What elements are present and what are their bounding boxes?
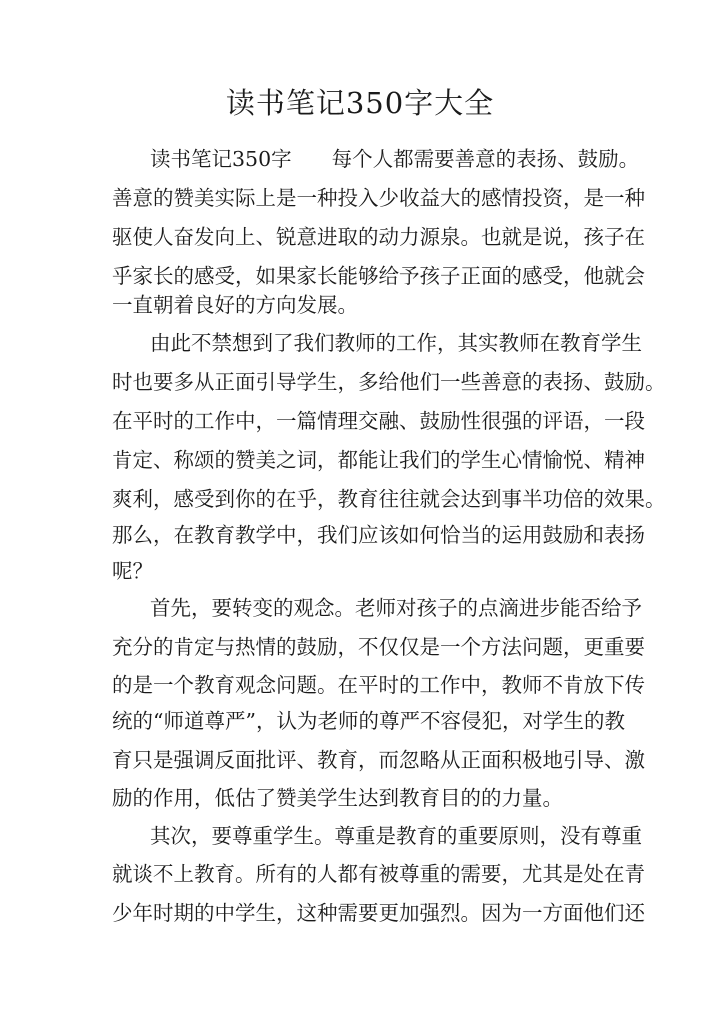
paragraph-line-7: 时也要多从正面引导学生，多给他们一些善意的表扬、鼓励。 (112, 370, 666, 394)
paragraph-line-20: 就谈不上教育。所有的人都有被尊重的需要，尤其是处在青 (112, 862, 645, 886)
paragraph-line-16: 统的“师道尊严”，认为老师的尊严不容侵犯，对学生的教 (112, 709, 625, 733)
paragraph-line-10: 爽利，感受到你的在乎，教育往往就会达到事半功倍的效果。 (112, 487, 666, 511)
paragraph-line-8: 在平时的工作中，一篇情理交融、鼓励性很强的评语，一段 (112, 409, 645, 433)
paragraph-line-12: 呢？ (112, 559, 153, 583)
intro-heading: 读书笔记350字 (150, 147, 292, 171)
paragraph-line-18: 励的作用，低估了赞美学生达到教育目的的力量。 (112, 786, 563, 810)
paragraph-line-11: 那么，在教育教学中，我们应该如何恰当的运用鼓励和表扬 (112, 523, 645, 547)
paragraph-line-13: 首先，要转变的观念。老师对孩子的点滴进步能否给予 (150, 596, 642, 620)
paragraph-line-15: 的是一个教育观念问题。在平时的工作中，教师不肯放下传 (112, 673, 645, 697)
intro-sentence: 每个人都需要善意的表扬、鼓励。 (331, 147, 640, 171)
paragraph-line-19: 其次，要尊重学生。尊重是教育的重要原则，没有尊重 (150, 824, 642, 848)
paragraph-line-5: 一直朝着良好的方向发展。 (112, 293, 358, 317)
paragraph-line-6: 由此不禁想到了我们教师的工作，其实教师在教育学生 (150, 331, 642, 355)
paragraph-line-4: 乎家长的感受，如果家长能够给予孩子正面的感受，他就会 (112, 264, 645, 288)
document-title: 读书笔记350字大全 (225, 86, 495, 120)
paragraph-line-2: 善意的赞美实际上是一种投入少收益大的感情投资，是一种 (112, 186, 645, 210)
paragraph-line-14: 充分的肯定与热情的鼓励，不仅仅是一个方法问题，更重要 (112, 635, 645, 659)
paragraph-line-3: 驱使人奋发向上、锐意进取的动力源泉。也就是说，孩子在 (112, 225, 645, 249)
paragraph-line-1 (150, 144, 640, 174)
paragraph-line-9: 肯定、称颂的赞美之词，都能让我们的学生心情愉悦、精神 (112, 448, 645, 472)
paragraph-line-17: 育只是强调反面批评、教育，而忽略从正面积极地引导、激 (112, 748, 645, 772)
paragraph-line-21: 少年时期的中学生，这种需要更加强烈。因为一方面他们还 (112, 901, 645, 925)
